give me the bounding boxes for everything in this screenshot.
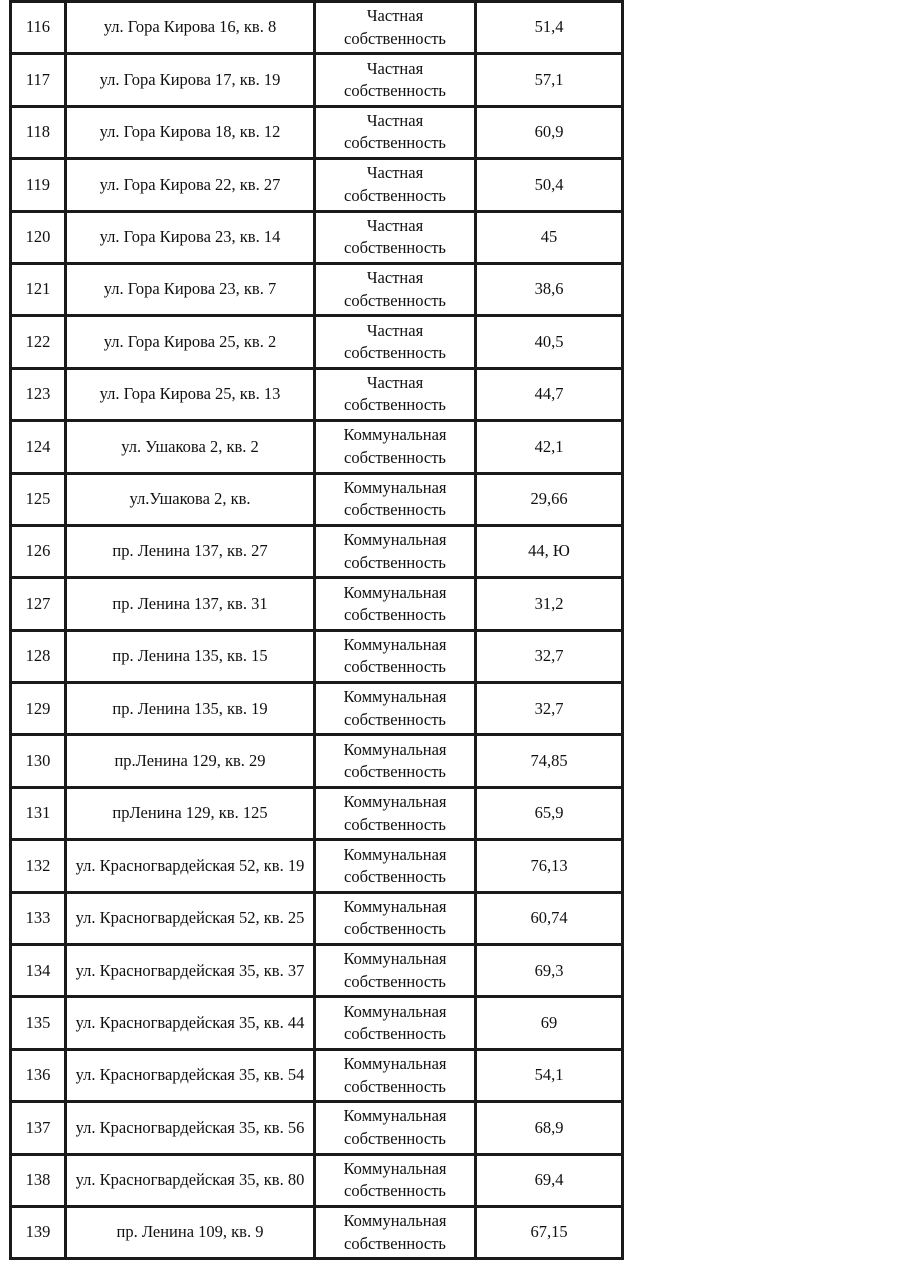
address-cell: ул. Гора Кирова 17, кв. 19 (67, 55, 313, 104)
table-row (12, 108, 621, 157)
ownership-cell (316, 998, 474, 1047)
ownership-line: собственность (344, 395, 446, 415)
row-number-cell: 135 (12, 998, 64, 1047)
ownership-cell (316, 789, 474, 838)
ownership-line: Коммунальная (343, 1158, 447, 1178)
ownership-cell (316, 841, 474, 890)
ownership-cell (316, 317, 474, 366)
area-cell: 69,3 (477, 946, 621, 995)
address-cell: ул. Гора Кирова 22, кв. 27 (67, 160, 313, 209)
row-number-cell: 126 (12, 527, 64, 576)
row-number-cell: 121 (12, 265, 64, 314)
row-number-cell: 137 (12, 1103, 64, 1152)
address-cell: ул. Гора Кирова 23, кв. 14 (67, 213, 313, 262)
area-cell: 44,7 (477, 370, 621, 419)
row-number-cell: 132 (12, 841, 64, 890)
row-number-cell: 119 (12, 160, 64, 209)
ownership-line: Частная (366, 372, 424, 392)
ownership-line: собственность (344, 1024, 446, 1044)
row-number-cell: 124 (12, 422, 64, 471)
row-number-cell: 136 (12, 1051, 64, 1100)
row-number-cell: 139 (12, 1208, 64, 1257)
area-cell: 67,15 (477, 1208, 621, 1257)
address-cell: пр. Ленина 109, кв. 9 (67, 1208, 313, 1257)
table-row (12, 1103, 621, 1152)
area-cell: 60,74 (477, 894, 621, 943)
ownership-line: собственность (344, 971, 446, 991)
ownership-cell (316, 475, 474, 524)
ownership-line: Частная (366, 163, 424, 183)
ownership-line: Коммунальная (343, 739, 447, 759)
ownership-line: Коммунальная (343, 425, 447, 445)
table-row (12, 894, 621, 943)
ownership-line: собственность (344, 238, 446, 258)
row-number-cell: 120 (12, 213, 64, 262)
ownership-line: собственность (344, 1233, 446, 1253)
ownership-line: Частная (366, 268, 424, 288)
area-cell: 54,1 (477, 1051, 621, 1100)
area-cell: 32,7 (477, 684, 621, 733)
area-cell: 40,5 (477, 317, 621, 366)
ownership-line: Коммунальная (343, 687, 447, 707)
row-number-cell: 117 (12, 55, 64, 104)
ownership-line: собственность (344, 919, 446, 939)
row-number-cell: 118 (12, 108, 64, 157)
ownership-line: собственность (344, 133, 446, 153)
table-row (12, 213, 621, 262)
ownership-cell (316, 55, 474, 104)
ownership-line: Частная (366, 320, 424, 340)
table-row (12, 55, 621, 104)
area-cell: 38,6 (477, 265, 621, 314)
address-cell: пр. Ленина 135, кв. 15 (67, 632, 313, 681)
ownership-cell (316, 946, 474, 995)
area-cell: 51,4 (477, 3, 621, 52)
ownership-line: собственность (344, 657, 446, 677)
ownership-line: собственность (344, 500, 446, 520)
area-cell: 32,7 (477, 632, 621, 681)
table-row (12, 841, 621, 890)
ownership-line: собственность (344, 762, 446, 782)
address-cell: ул. Красногвардейская 35, кв. 80 (67, 1156, 313, 1205)
address-cell: ул. Гора Кирова 25, кв. 2 (67, 317, 313, 366)
area-cell: 57,1 (477, 55, 621, 104)
table-row (12, 736, 621, 785)
ownership-line: собственность (344, 1128, 446, 1148)
table-row (12, 160, 621, 209)
row-number-cell: 116 (12, 3, 64, 52)
table-row (12, 422, 621, 471)
ownership-line: Коммунальная (343, 477, 447, 497)
ownership-cell (316, 684, 474, 733)
address-cell: ул. Гора Кирова 16, кв. 8 (67, 3, 313, 52)
row-number-cell: 128 (12, 632, 64, 681)
ownership-line: Коммунальная (343, 896, 447, 916)
row-number-cell: 122 (12, 317, 64, 366)
table-row (12, 998, 621, 1047)
ownership-cell (316, 1208, 474, 1257)
row-number-cell: 123 (12, 370, 64, 419)
row-number-cell: 131 (12, 789, 64, 838)
ownership-line: Коммунальная (343, 530, 447, 550)
address-cell: ул.Ушакова 2, кв. (67, 475, 313, 524)
ownership-line: Коммунальная (343, 792, 447, 812)
row-number-cell: 125 (12, 475, 64, 524)
table-row (12, 946, 621, 995)
ownership-cell (316, 213, 474, 262)
ownership-line: Коммунальная (343, 1106, 447, 1126)
address-cell: ул. Красногвардейская 35, кв. 54 (67, 1051, 313, 1100)
area-cell: 29,66 (477, 475, 621, 524)
ownership-cell (316, 160, 474, 209)
address-cell: ул. Красногвардейская 35, кв. 37 (67, 946, 313, 995)
ownership-cell (316, 894, 474, 943)
table-row (12, 317, 621, 366)
address-cell: пр. Ленина 137, кв. 27 (67, 527, 313, 576)
ownership-cell (316, 1156, 474, 1205)
area-cell: 60,9 (477, 108, 621, 157)
ownership-cell (316, 3, 474, 52)
area-cell: 45 (477, 213, 621, 262)
address-cell: прЛенина 129, кв. 125 (67, 789, 313, 838)
ownership-line: Частная (366, 111, 424, 131)
ownership-line: собственность (344, 1181, 446, 1201)
ownership-cell (316, 579, 474, 628)
area-cell: 42,1 (477, 422, 621, 471)
ownership-cell (316, 527, 474, 576)
ownership-line: собственность (344, 866, 446, 886)
ownership-line: собственность (344, 814, 446, 834)
ownership-line: Коммунальная (343, 1211, 447, 1231)
ownership-line: Коммунальная (343, 634, 447, 654)
ownership-line: Частная (366, 6, 424, 26)
area-cell: 69 (477, 998, 621, 1047)
ownership-line: собственность (344, 290, 446, 310)
table-row (12, 789, 621, 838)
area-cell: 50,4 (477, 160, 621, 209)
address-cell: ул. Гора Кирова 23, кв. 7 (67, 265, 313, 314)
row-number-cell: 134 (12, 946, 64, 995)
address-cell: ул. Красногвардейская 35, кв. 44 (67, 998, 313, 1047)
area-cell: 44, Ю (477, 527, 621, 576)
table-body (12, 3, 621, 1257)
table-row (12, 1208, 621, 1257)
area-cell: 68,9 (477, 1103, 621, 1152)
ownership-cell (316, 108, 474, 157)
ownership-line: собственность (344, 604, 446, 624)
ownership-line: собственность (344, 28, 446, 48)
area-cell: 65,9 (477, 789, 621, 838)
address-cell: ул. Гора Кирова 25, кв. 13 (67, 370, 313, 419)
area-cell: 31,2 (477, 579, 621, 628)
table-row (12, 370, 621, 419)
ownership-cell (316, 422, 474, 471)
ownership-line: собственность (344, 1076, 446, 1096)
ownership-line: Частная (366, 215, 424, 235)
ownership-line: Коммунальная (343, 949, 447, 969)
address-cell: пр. Ленина 137, кв. 31 (67, 579, 313, 628)
property-registry-table (9, 0, 624, 1260)
area-cell: 76,13 (477, 841, 621, 890)
area-cell: 74,85 (477, 736, 621, 785)
row-number-cell: 138 (12, 1156, 64, 1205)
ownership-cell (316, 736, 474, 785)
ownership-line: Коммунальная (343, 582, 447, 602)
address-cell: ул. Красногвардейская 52, кв. 25 (67, 894, 313, 943)
ownership-line: собственность (344, 447, 446, 467)
ownership-cell (316, 1103, 474, 1152)
address-cell: ул. Гора Кирова 18, кв. 12 (67, 108, 313, 157)
document-page (9, 0, 624, 1260)
table-row (12, 1156, 621, 1205)
table-row (12, 265, 621, 314)
address-cell: ул. Ушакова 2, кв. 2 (67, 422, 313, 471)
ownership-line: Коммунальная (343, 1001, 447, 1021)
ownership-line: собственность (344, 709, 446, 729)
ownership-cell (316, 265, 474, 314)
table-row (12, 475, 621, 524)
area-cell: 69,4 (477, 1156, 621, 1205)
table-row (12, 3, 621, 52)
table-row (12, 684, 621, 733)
ownership-line: собственность (344, 185, 446, 205)
address-cell: ул. Красногвардейская 52, кв. 19 (67, 841, 313, 890)
row-number-cell: 129 (12, 684, 64, 733)
address-cell: ул. Красногвардейская 35, кв. 56 (67, 1103, 313, 1152)
ownership-line: собственность (344, 552, 446, 572)
table-row (12, 579, 621, 628)
row-number-cell: 127 (12, 579, 64, 628)
ownership-cell (316, 1051, 474, 1100)
address-cell: пр.Ленина 129, кв. 29 (67, 736, 313, 785)
ownership-line: собственность (344, 343, 446, 363)
ownership-cell (316, 632, 474, 681)
ownership-cell (316, 370, 474, 419)
row-number-cell: 130 (12, 736, 64, 785)
address-cell: пр. Ленина 135, кв. 19 (67, 684, 313, 733)
ownership-line: собственность (344, 81, 446, 101)
row-number-cell: 133 (12, 894, 64, 943)
table-row (12, 1051, 621, 1100)
ownership-line: Коммунальная (343, 844, 447, 864)
ownership-line: Частная (366, 58, 424, 78)
ownership-line: Коммунальная (343, 1054, 447, 1074)
table-row (12, 632, 621, 681)
table-row (12, 527, 621, 576)
